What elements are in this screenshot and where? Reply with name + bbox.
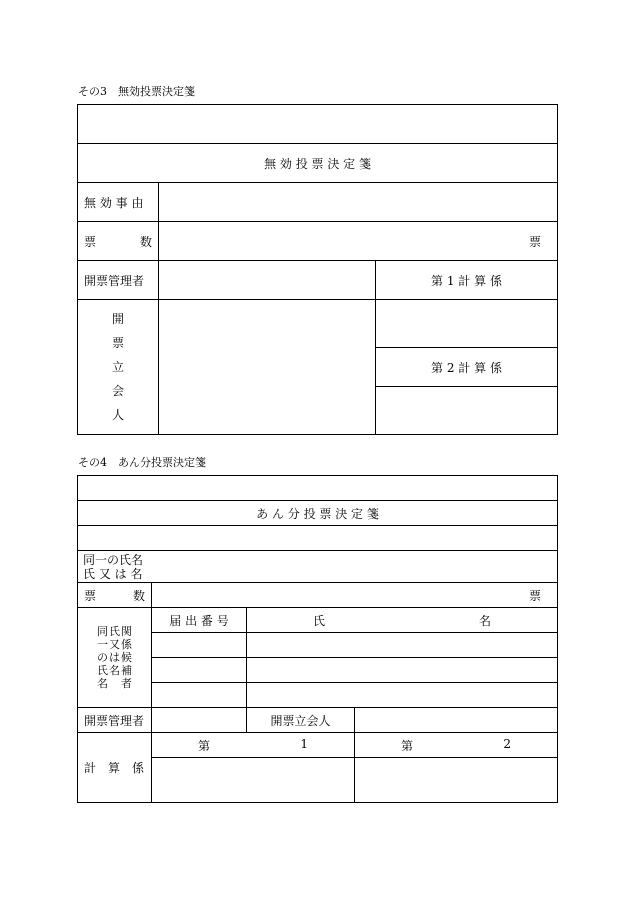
form3-manager-value[interactable] [159,261,376,300]
form3-reason-label: 無 効 事 由 [78,183,159,222]
form4-related-col: 同一の氏名 [97,625,108,690]
form3-witness-char: 開 [111,312,124,326]
form3-witness-char: 会 [111,384,124,398]
form3-manager-label: 開票管理者 [78,261,159,300]
form3-table [77,104,558,435]
form4-count-label-right: 数 [132,588,145,603]
form4-related-col: 関係候補者 [121,625,132,690]
form3-caption: その3 無効投票決定箋 [78,85,195,98]
form4-calc-first-value[interactable] [152,758,355,803]
form3-witness-value[interactable] [159,300,376,435]
form4-col-name [247,608,558,633]
form4-title: あ ん 分 投 票 決 定 箋 [78,501,558,526]
form3-count-label-right: 数 [139,234,152,249]
form4-related-label [78,608,152,708]
form4-calc-first-right: 1 [300,736,308,751]
form4-candidate-name[interactable] [247,633,558,658]
form4-count-value[interactable] [152,583,558,608]
form3-count-unit: 票 [529,234,542,249]
form3-count-value[interactable] [159,222,558,261]
form3-calc1-label: 第 1 計 算 係 [376,261,558,300]
form4-count-unit: 票 [529,588,542,603]
form4-calc-second-value[interactable] [355,758,558,803]
form3-calc2-value[interactable] [376,387,558,435]
form4-witness-value[interactable] [355,708,558,733]
form4-candidate-number[interactable] [152,683,247,708]
form4-col-number: 届 出 番 号 [152,608,247,633]
form4-calc-label: 計 算 係 [78,733,152,803]
form3-calc2-label: 第 2 計 算 係 [376,348,558,387]
form4-same-name-line1: 同一の氏名 [83,552,144,567]
form3-witness-char: 人 [111,408,124,422]
form4-blank-row [78,526,558,551]
form3-title: 無 効 投 票 決 定 箋 [78,144,558,183]
form4-col-name-left: 氏 [313,613,326,628]
form3-count-label-left: 票 [84,234,97,249]
form4-witness-label: 開票立会人 [247,708,355,733]
form4-calc-second-header [355,733,558,758]
form4-manager-value[interactable] [152,708,247,733]
form3-witness-char: 票 [111,336,124,350]
form4-calc-first-header [152,733,355,758]
form4-candidate-name[interactable] [247,683,558,708]
form4-calc-second-left: 第 [401,738,414,753]
form4-header-blank [78,476,558,501]
form4-same-name-line2: 氏 又 は 名 [83,566,143,581]
form4-table [77,475,558,803]
form4-count-label [78,583,152,608]
form3-witness-char: 立 [111,360,124,374]
form4-count-label-left: 票 [84,588,97,603]
form4-manager-label: 開票管理者 [78,708,152,733]
form4-candidate-name[interactable] [247,658,558,683]
form3-calc1-value[interactable] [376,300,558,348]
form3-reason-value[interactable] [159,183,558,222]
form4-candidate-number[interactable] [152,633,247,658]
form4-same-name-row[interactable] [78,551,558,583]
form4-related-col: 氏又は名 [109,625,120,677]
form3-witness-label [78,300,159,435]
form4-caption: その4 あん分投票決定箋 [78,456,206,469]
form4-calc-first-left: 第 [198,738,211,753]
form4-calc-second-right: 2 [503,736,512,751]
form4-col-name-right: 名 [479,613,492,628]
form3-count-label [78,222,159,261]
form4-candidate-number[interactable] [152,658,247,683]
form3-header-blank [78,105,558,144]
